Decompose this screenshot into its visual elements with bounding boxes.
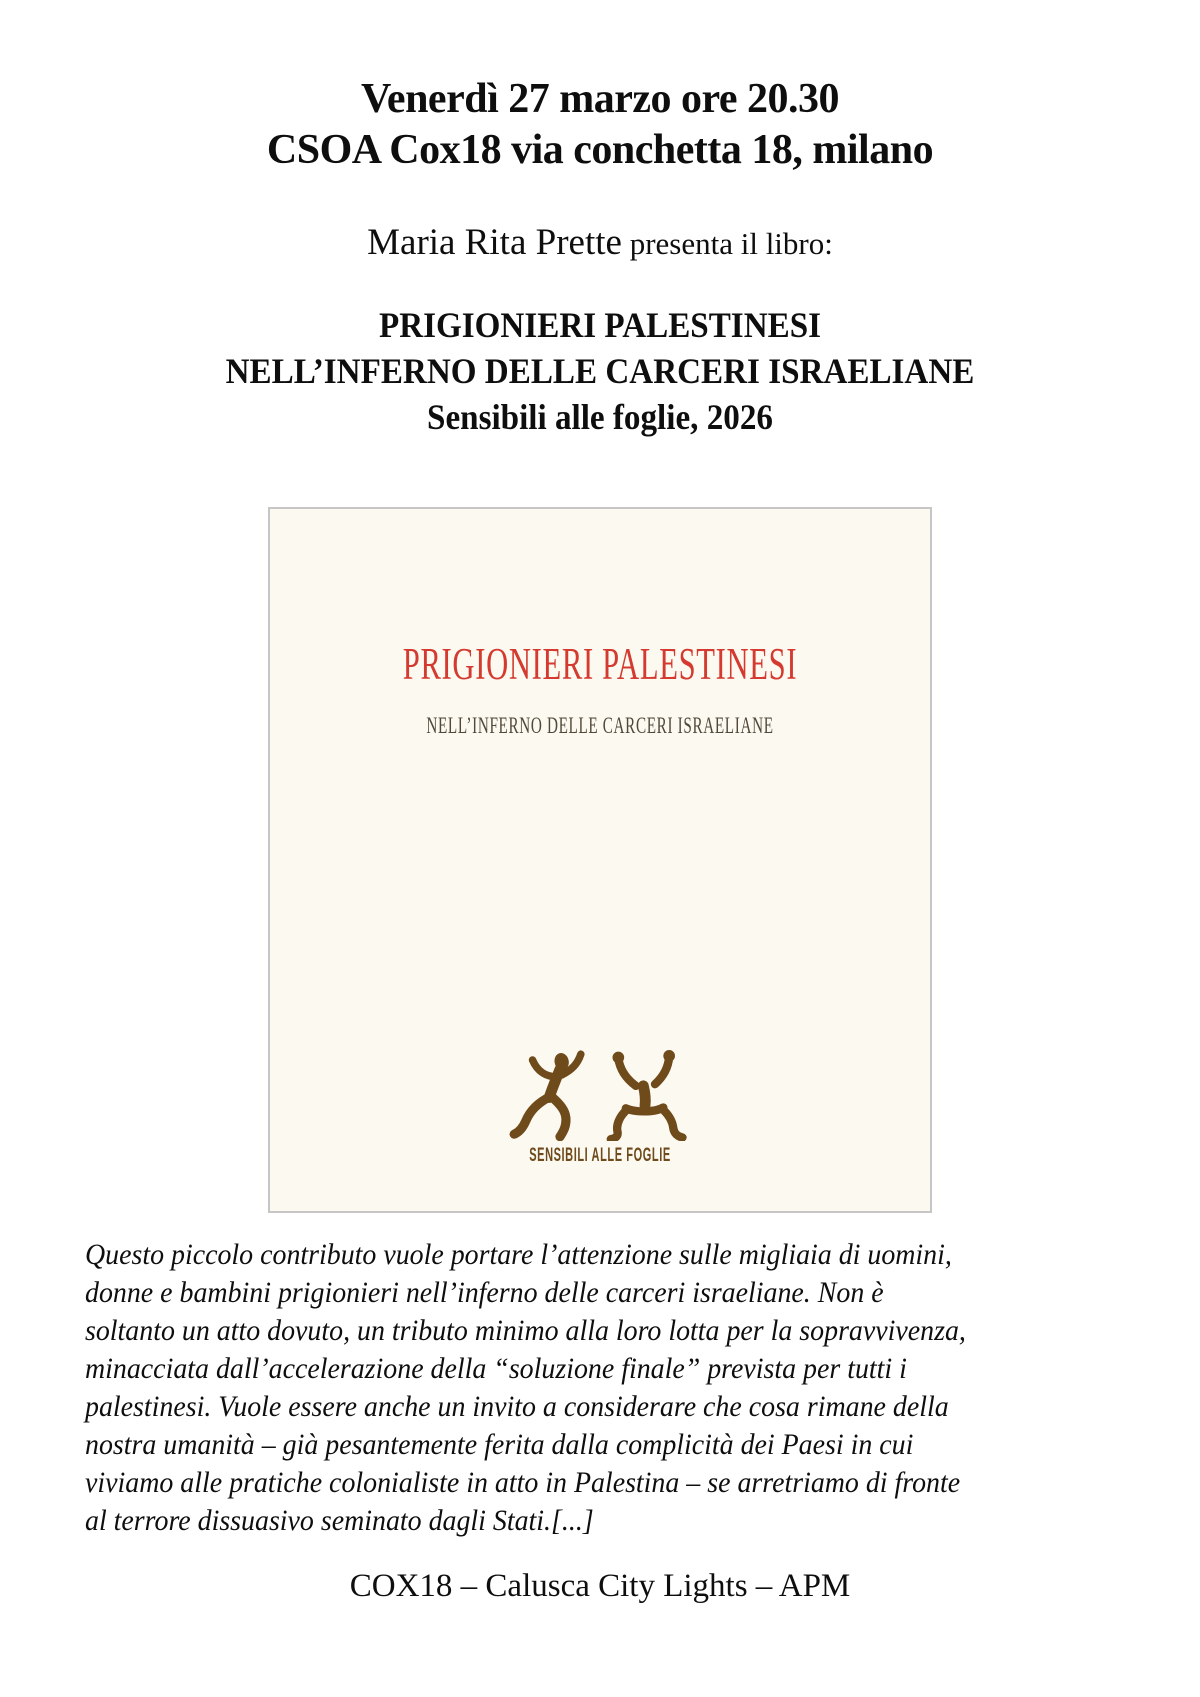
- cover-title: PRIGIONIERI PALESTINESI: [402, 639, 798, 689]
- event-datetime: Venerdì 27 marzo ore 20.30: [360, 76, 840, 122]
- event-venue: CSOA Cox18 via conchetta 18, milano: [266, 127, 934, 173]
- presenter-name: Maria Rita Prette: [367, 222, 622, 263]
- description-line: palestinesi. Vuole essere anche un invito a considerare che cosa rimane della: [85, 1390, 949, 1423]
- sensibili-alle-foglie-dancing-figures-icon: [270, 1049, 930, 1146]
- description-line: Questo piccolo contributo vuole portare l’attenzione sulle migliaia di uomini,: [85, 1238, 952, 1271]
- description-line: minacciata dall’accelerazione della “soluzione finale” prevista per tutti i: [85, 1352, 907, 1385]
- book-heading-title: PRIGIONIERI PALESTINESI: [378, 305, 822, 345]
- book-description: [85, 1236, 1145, 1540]
- presenter-rest: presenta il libro:: [621, 226, 833, 261]
- description-line: viviamo alle pratiche colonialiste in atto in Palestina – se arretriamo di fronte: [85, 1466, 961, 1499]
- description-line: nostra umanità – già pesantemente ferita dalla complicità dei Paesi in cui: [85, 1428, 914, 1461]
- book-cover-image: [268, 507, 932, 1213]
- book-heading-publisher-year: Sensibili alle foglie, 2026: [427, 397, 773, 437]
- book-heading-subtitle: NELL’INFERNO DELLE CARCERI ISRAELIANE: [225, 351, 975, 391]
- cover-subtitle: NELL’INFERNO DELLE CARCERI ISRAELIANE: [426, 713, 774, 738]
- description-line: al terrore dissuasivo seminato dagli Stati.[...]: [85, 1504, 594, 1537]
- book-heading: [48, 302, 1152, 440]
- description-line: donne e bambini prigionieri nell’inferno delle carceri israeliane. Non è: [85, 1276, 884, 1309]
- cover-publisher-name: SENSIBILI ALLE FOGLIE: [529, 1145, 671, 1166]
- event-header: [0, 74, 1200, 176]
- organizers-footer: COX18 – Calusca City Lights – APM: [349, 1568, 851, 1604]
- presenter-line: [0, 220, 1200, 267]
- description-line: soltanto un atto dovuto, un tributo minimo alla loro lotta per la sopravvivenza,: [85, 1314, 966, 1347]
